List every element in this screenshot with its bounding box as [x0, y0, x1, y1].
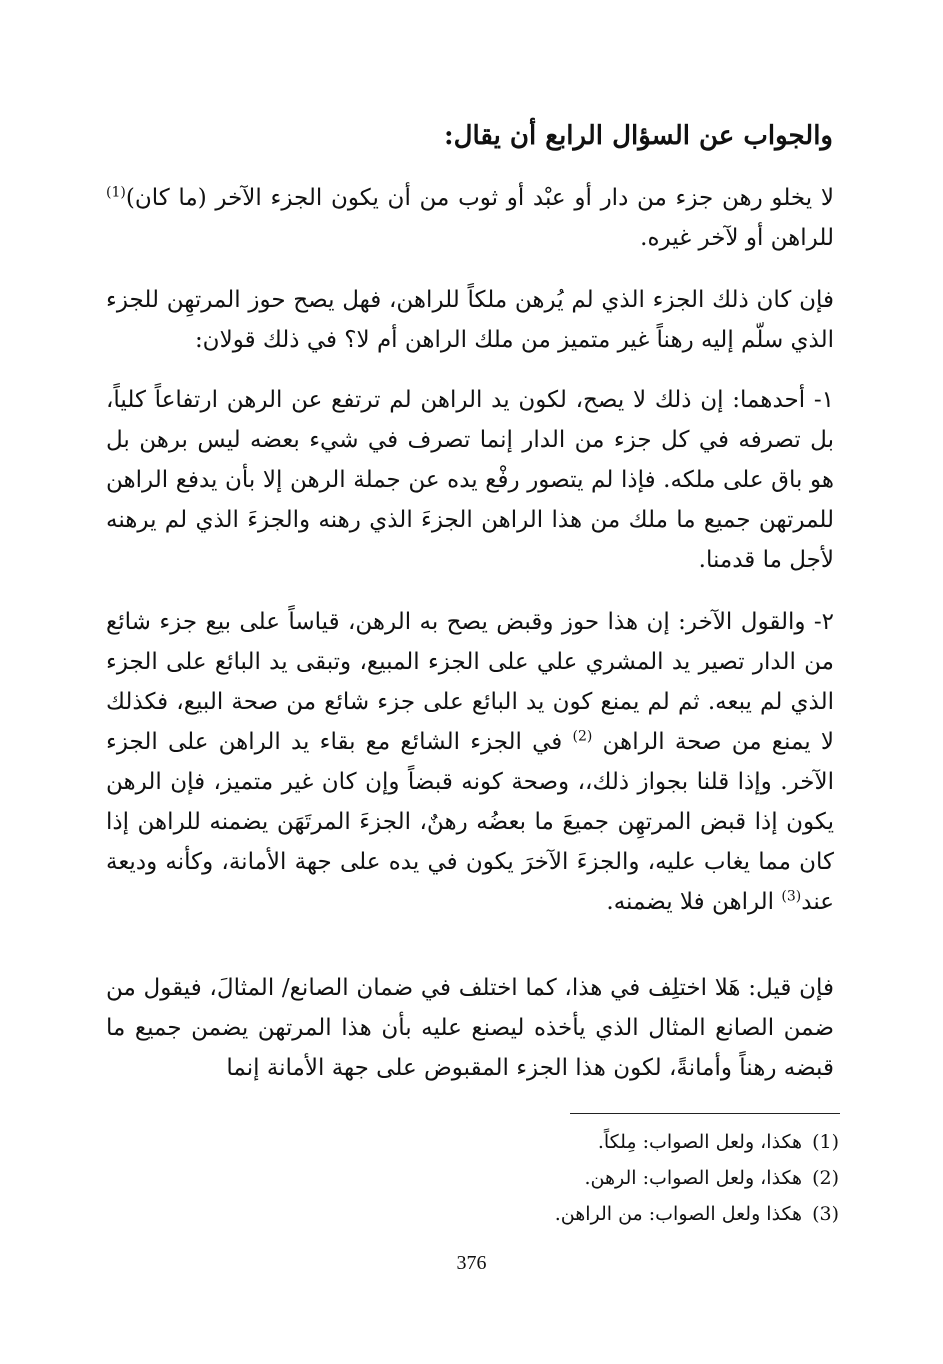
- footnote-text: هكذا ولعل الصواب: من الراهن.: [554, 1203, 803, 1225]
- paragraph-5: فإن قيل: هَلا اختلِف في هذا، كما اختلف في ضمان الصانع/ المثالَ، فيقول من ضمن الصانع المثال الذي يأخذه ليصنع عليه بأن هذا المرتهن يضمن جميع ما قبضه رهناً وأمانةً، لكون هذا الجزء المقبوض على جهة الأمانة إنما: [106, 975, 834, 1081]
- footnote-2: [389, 1160, 839, 1196]
- paragraph-4-text: ٢- والقول الآخر: إن هذا حوز وقبض يصح به الرهن، قياساً على بيع جزء شائع من الدار تصير يد المشري علي على الجزء المبيع، وتبقى يد البائع على الجزء الذي لم يبعه. ثم لم يمنع كون يد البائع على جزء شائع من صحة البيع، فكذلك لا يمنع من صحة الراهن: [106, 609, 834, 755]
- paragraph-4-text-middle: في الجزء الشائع مع بقاء يد الراهن على الجزء الآخر. وإذا قلنا بجواز ذلك،، وصحة كونه قبضاً وإن كان غير متميز، فإن الرهن يكون إذا قبض المرتهِن جميعَ ما بعضُه رهنٌ، الجزءَ المرتَهَن يضمنه للراهن إذا كان مما يغاب عليه، والجزءَ الآخرَ يكون في يده على جهة الأمانة، وكأنه وديعة عند: [106, 729, 834, 915]
- paragraph-1: [106, 178, 834, 258]
- page-number: 376: [456, 1252, 487, 1274]
- footnote-text: هكذا، ولعل الصواب: الرهن.: [584, 1167, 803, 1189]
- paragraph-1-text-end: للراهن أو لآخر غيره.: [640, 225, 834, 251]
- footnote-text: هكذا، ولعل الصواب: مِلكاً.: [597, 1131, 803, 1153]
- footnote-number: (2): [812, 1167, 839, 1189]
- paragraph-4: [106, 602, 834, 922]
- paragraph-1-text: لا يخلو رهن جزء من دار أو عبْد أو ثوب من أن يكون الجزء الآخر (ما كان): [125, 185, 834, 211]
- paragraph-2: فإن كان ذلك الجزء الذي لم يُرهن ملكاً للراهن، فهل يصح حوز المرتهِن للجزء الذي سلّم إليه رهناً غير متميز من ملك الراهن أم لا؟ في ذلك قولان:: [106, 287, 834, 353]
- paragraph-4-text-end: الراهن فلا يضمنه.: [606, 889, 782, 915]
- footnote-ref-3: (3): [781, 888, 802, 905]
- footnote-1: [389, 1124, 839, 1160]
- footnote-ref-1: (1): [106, 184, 126, 201]
- paragraph-3: ١- أحدهما: إن ذلك لا يصح، لكون يد الراهن لم ترتفع عن الرهن ارتفاعاً كلياً، بل تصرفه في كل جزء من الدار إنما تصرف في شيء بعضه ليس برهن بل هو باق على ملكه. فإذا لم يتصور رفْع يده عن جملة الرهن إلا بأن يدفع الراهن للمرتهن جميع ما ملك من هذا الراهن الجزءَ الذي رهنه والجزءَ الذي لم يرهنه لأجل ما قدمنا.: [106, 387, 834, 573]
- section-heading: والجواب عن السؤال الرابع أن يقال:: [444, 121, 833, 151]
- footnote-3: [389, 1196, 839, 1232]
- footnote-separator: [570, 1113, 840, 1114]
- footnotes: [389, 1124, 839, 1232]
- footnote-number: (3): [812, 1203, 839, 1225]
- footnote-number: (1): [812, 1131, 839, 1153]
- footnote-ref-2: (2): [572, 728, 593, 745]
